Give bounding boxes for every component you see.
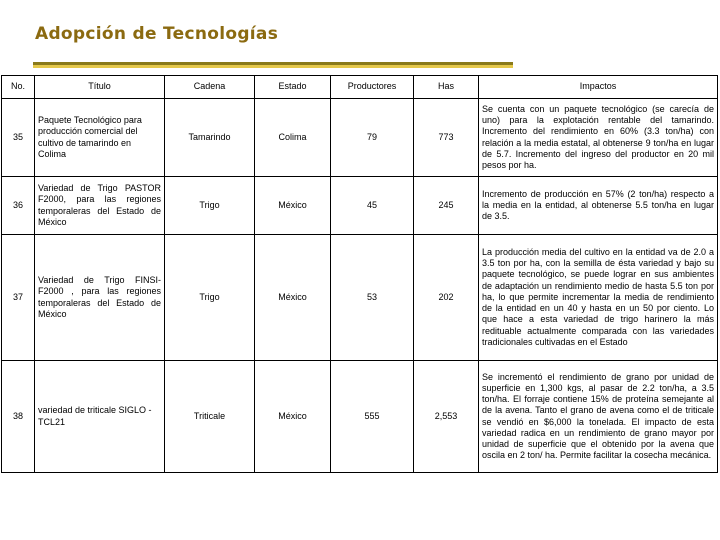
table-row <box>2 235 718 361</box>
row-impactos: Se cuenta con un paquete tecnológico (se carecía de uno) para la explotación rentable del tamarindo. Incremento del rendimiento en 60% (3.3 ton/ha) con relación a la media estatal, al obtenerse 9 ton/ha en lugar de 5.7. Incremento del ingreso del productor en 20 mil pesos por ha. <box>479 99 718 177</box>
row-cadena: Tamarindo <box>165 99 255 177</box>
header-productores: Productores <box>331 76 414 99</box>
row-titulo: Variedad de Trigo FINSI-F2000 , para las regiones temporaleras del Estado de México <box>35 235 165 361</box>
header-impactos: Impactos <box>479 76 718 99</box>
row-productores: 45 <box>331 177 414 235</box>
row-titulo: Paquete Tecnológico para producción comercial del cultivo de tamarindo en Colima <box>35 99 165 177</box>
row-no: 36 <box>2 177 35 235</box>
row-productores: 79 <box>331 99 414 177</box>
row-impactos: Se incrementó el rendimiento de grano por unidad de superficie en 1,300 kgs, al pasar de 2.2 ton/ha, a 3.5 ton/ha. El forraje contiene 15% de proteína semejante al de la avena. Tanto el grano de avena como el de triticale se vendió en $6,000 la tonelada. El impacto de esta variedad radica en un rendimiento de grano mayor por unidad de superficie que el obtenido por la avena que oscila en 2 ton/ ha. Permite facilitar la cosecha mecánica. <box>479 361 718 473</box>
page-title: Adopción de Tecnologías <box>35 24 279 44</box>
row-productores: 53 <box>331 235 414 361</box>
row-has: 202 <box>414 235 479 361</box>
row-has: 2,553 <box>414 361 479 473</box>
row-estado: Colima <box>255 99 331 177</box>
row-cadena: Trigo <box>165 235 255 361</box>
header-titulo: Título <box>35 76 165 99</box>
row-estado: México <box>255 235 331 361</box>
row-productores: 555 <box>331 361 414 473</box>
table-row <box>2 177 718 235</box>
row-titulo: Variedad de Trigo PASTOR F2000, para las regiones temporaleras del Estado de México <box>35 177 165 235</box>
technology-adoption-table <box>1 75 718 473</box>
row-titulo: variedad de triticale SIGLO -TCL21 <box>35 361 165 473</box>
row-no: 38 <box>2 361 35 473</box>
row-impactos: Incremento de producción en 57% (2 ton/ha) respecto a la media en la entidad, al obtenerse 5.5 ton/ha en lugar de 3.5. <box>479 177 718 235</box>
row-cadena: Triticale <box>165 361 255 473</box>
header-estado: Estado <box>255 76 331 99</box>
title-rule-light <box>33 65 513 68</box>
header-has: Has <box>414 76 479 99</box>
table-row <box>2 99 718 177</box>
row-no: 37 <box>2 235 35 361</box>
header-no: No. <box>2 76 35 99</box>
row-estado: México <box>255 177 331 235</box>
row-estado: México <box>255 361 331 473</box>
row-cadena: Trigo <box>165 177 255 235</box>
table-header-row <box>2 76 718 99</box>
row-has: 773 <box>414 99 479 177</box>
table-row <box>2 361 718 473</box>
row-has: 245 <box>414 177 479 235</box>
header-cadena: Cadena <box>165 76 255 99</box>
row-no: 35 <box>2 99 35 177</box>
row-impactos: La producción media del cultivo en la entidad va de 2.0 a 3.5 ton por ha, con la semilla de ésta variedad y bajo su paquete tecnológico, se puede lograr en sus ambientes de adaptación un rendimiento medio de hasta 5.5 ton por ha, lo que permite incrementar la media de rendimiento de la entidad en un 40 y hasta en un 50 por ciento. Lo que hace a esta variedad de trigo harinero la más redituable actualmente comparada con las variedades tradicionales cultivadas en el Estado <box>479 235 718 361</box>
